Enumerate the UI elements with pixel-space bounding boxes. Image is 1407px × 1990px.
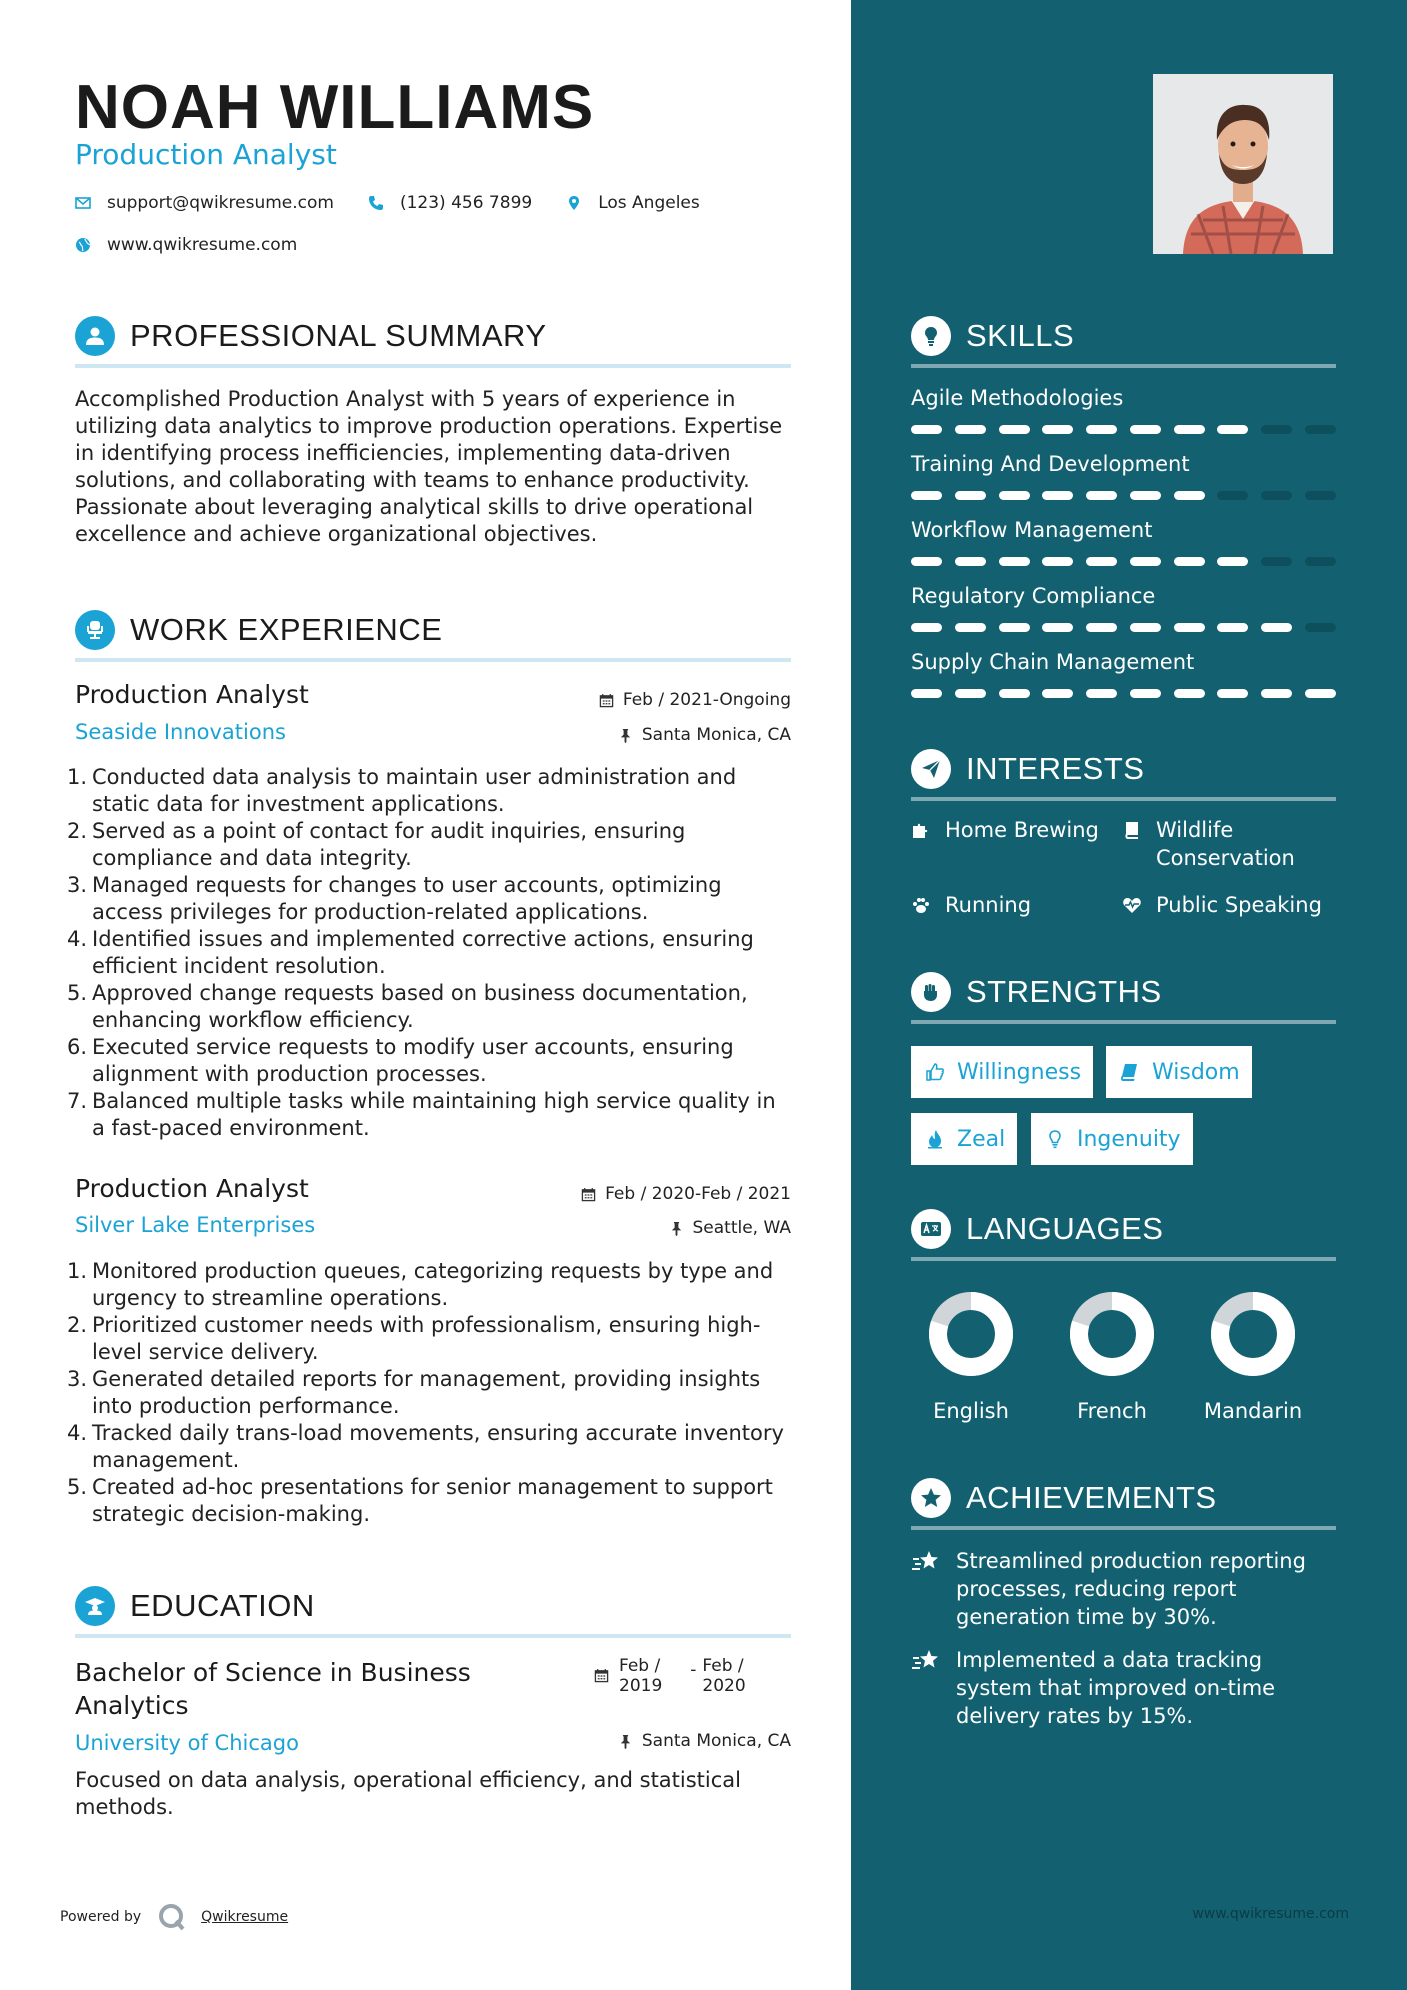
list-item: 3. Managed requests for changes to user accounts, optimizing access privileges for production-related applications. — [67, 873, 722, 924]
skill-dash — [911, 425, 942, 434]
education-date — [594, 1656, 746, 1696]
skill-dash — [1042, 491, 1073, 500]
skill-dash — [1130, 623, 1161, 632]
skill-dash — [1174, 689, 1205, 698]
section-title: SKILLS — [966, 318, 1075, 353]
qwikresume-logo-icon — [157, 1902, 187, 1932]
section-heading-languages — [911, 1209, 1163, 1249]
skill-meter — [911, 557, 1336, 566]
job-location — [618, 725, 791, 745]
skill-dash — [1174, 425, 1205, 434]
skill-dash — [999, 623, 1030, 632]
section-title: LANGUAGES — [966, 1211, 1164, 1246]
calendar-icon — [599, 693, 614, 708]
section-divider — [911, 364, 1336, 368]
skill-dash — [999, 689, 1030, 698]
section-divider — [911, 1526, 1336, 1530]
job-bullets — [67, 764, 792, 1142]
skill-dash — [1174, 623, 1205, 632]
list-item: 5. Approved change requests based on business documentation, enhancing workflow efficiency. — [67, 981, 748, 1032]
skill-label: Workflow Management — [911, 518, 1153, 542]
lightbulb-icon — [911, 316, 951, 356]
job-location-text: Seattle, WA — [692, 1218, 791, 1238]
skill-dash — [1305, 623, 1336, 632]
powered-by-label: Powered by — [60, 1909, 142, 1925]
job-title: Production Analyst — [75, 1174, 309, 1203]
profile-photo — [1153, 74, 1333, 254]
contact-location — [566, 193, 700, 213]
section-heading-summary — [75, 316, 547, 356]
interest-item: Public Speaking — [1122, 891, 1322, 919]
skill-dash — [955, 491, 986, 500]
list-item: 3. Generated detailed reports for management, providing insights into production performance. — [67, 1367, 761, 1418]
skill-dash — [1217, 557, 1248, 566]
skill-dash — [1305, 557, 1336, 566]
section-title: EDUCATION — [130, 1588, 315, 1623]
candidate-name: NOAH WILLIAMS — [75, 73, 595, 142]
date-start: Feb / 2019 — [619, 1656, 663, 1696]
contact-phone[interactable] — [368, 193, 532, 213]
skill-dash — [1130, 557, 1161, 566]
strength-chip: Wisdom — [1106, 1046, 1252, 1098]
brand-link[interactable]: Qwikresume — [201, 1909, 289, 1925]
skill-dash — [1086, 491, 1117, 500]
skill-dash — [1042, 689, 1073, 698]
job-location-text: Santa Monica, CA — [641, 725, 791, 745]
list-item: 5. Created ad-hoc presentations for senior management to support strategic decision-making. — [67, 1475, 773, 1526]
section-title: ACHIEVEMENTS — [966, 1480, 1217, 1515]
skill-dash — [1261, 557, 1292, 566]
email-text: support@qwikresume.com — [107, 193, 334, 213]
skill-dash — [1174, 491, 1205, 500]
book-icon — [1120, 1062, 1140, 1082]
section-divider — [75, 1634, 791, 1638]
star-icon — [911, 1478, 951, 1518]
section-title: STRENGTHS — [966, 974, 1162, 1009]
job-date — [599, 690, 791, 710]
skill-dash — [1130, 491, 1161, 500]
envelope-icon — [75, 195, 91, 211]
list-item: 4. Tracked daily trans-load movements, ensuring accurate inventory management. — [67, 1421, 784, 1472]
powered-by — [60, 1902, 288, 1932]
company-name: Seaside Innovations — [75, 720, 286, 744]
degree-line: Analytics — [75, 1691, 189, 1720]
list-item: 1. Conducted data analysis to maintain user administration and static data for investment applications. — [67, 765, 737, 816]
paper-plane-icon — [911, 749, 951, 789]
skill-meter — [911, 491, 1336, 500]
contact-email[interactable] — [75, 193, 334, 213]
pushpin-icon — [618, 1734, 633, 1749]
star-burst-icon — [911, 1549, 941, 1575]
office-chair-icon — [75, 610, 115, 650]
skill-dash — [999, 557, 1030, 566]
section-divider — [911, 1257, 1336, 1261]
skill-dash — [955, 623, 986, 632]
skill-dash — [1261, 689, 1292, 698]
skill-dash — [1086, 689, 1117, 698]
skill-dash — [1261, 623, 1292, 632]
section-divider — [75, 658, 791, 662]
strength-chip: Zeal — [911, 1113, 1017, 1165]
achievement-item: Implemented a data tracking system that improved on-time delivery rates by 15%. — [911, 1646, 1336, 1730]
puzzle-icon — [911, 820, 931, 840]
fist-icon — [911, 972, 951, 1012]
pushpin-icon — [618, 728, 633, 743]
skill-dash — [1217, 689, 1248, 698]
phone-text: (123) 456 7899 — [399, 193, 533, 213]
language-item: English — [911, 1289, 1031, 1423]
skill-meter — [911, 425, 1336, 434]
achievement-item: Streamlined production reporting processes, reducing report generation time by 30%. — [911, 1547, 1336, 1631]
skill-dash — [1217, 623, 1248, 632]
language-icon — [911, 1209, 951, 1249]
skill-label: Agile Methodologies — [911, 386, 1124, 410]
summary-text: Accomplished Production Analyst with 5 years of experience in utilizing data analytics to improve production operations. Expertise in identifying process inefficiencies, implementing data-driven solutions, and collaborating with teams to enhance productivity. Passionate about leveraging analytical skills to drive operational excellence and achieve organizational objectives. — [75, 387, 783, 546]
section-heading-skills — [911, 316, 1074, 356]
sidebar — [851, 0, 1407, 1990]
section-heading-education — [75, 1586, 315, 1626]
person-portrait-icon — [1153, 74, 1333, 254]
skill-dash — [1261, 425, 1292, 434]
candidate-role: Production Analyst — [75, 138, 337, 171]
skill-dash — [1130, 689, 1161, 698]
skill-dash — [999, 491, 1030, 500]
paw-icon — [911, 895, 931, 915]
calendar-icon — [594, 1668, 609, 1683]
heartbeat-icon — [1122, 895, 1142, 915]
language-item: French — [1052, 1289, 1172, 1423]
strength-chip: Willingness — [911, 1046, 1093, 1098]
language-item: Mandarin — [1193, 1289, 1313, 1423]
strength-chip: Ingenuity — [1031, 1113, 1193, 1165]
skill-meter — [911, 689, 1336, 698]
skill-dash — [1305, 425, 1336, 434]
skill-dash — [955, 425, 986, 434]
contact-row-2 — [75, 235, 331, 255]
contact-website[interactable] — [75, 235, 297, 255]
education-location-text: Santa Monica, CA — [641, 1731, 791, 1751]
language-level-ring — [1208, 1289, 1298, 1379]
list-item: 1. Monitored production queues, categorizing requests by type and urgency to streamline operations. — [67, 1259, 774, 1310]
pushpin-icon — [669, 1221, 684, 1236]
section-title: WORK EXPERIENCE — [130, 612, 443, 647]
list-item: 2. Prioritized customer needs with professionalism, ensuring high-level service delivery. — [67, 1313, 761, 1364]
job-location — [669, 1218, 792, 1238]
graduate-icon — [75, 1586, 115, 1626]
skill-dash — [1130, 425, 1161, 434]
school-name: University of Chicago — [75, 1731, 299, 1755]
skill-dash — [1217, 425, 1248, 434]
calendar-icon — [581, 1187, 596, 1202]
skill-meter — [911, 623, 1336, 632]
section-heading-achievements — [911, 1478, 1217, 1518]
language-level-ring — [1067, 1289, 1157, 1379]
globe-icon — [75, 237, 91, 253]
section-heading-interests — [911, 749, 1144, 789]
lightbulb-icon — [1045, 1129, 1065, 1149]
degree-title — [75, 1656, 471, 1722]
skill-label: Regulatory Compliance — [911, 584, 1156, 608]
interest-item: Home Brewing — [911, 816, 1099, 844]
skill-dash — [1086, 425, 1117, 434]
education-text: Focused on data analysis, operational efficiency, and statistical methods. — [75, 1768, 742, 1819]
list-item: 2. Served as a point of contact for audit inquiries, ensuring compliance and data integrity. — [67, 819, 686, 870]
job-bullets — [67, 1258, 792, 1528]
skill-dash — [911, 557, 942, 566]
date-separator: - — [690, 1660, 697, 1680]
section-title: PROFESSIONAL SUMMARY — [130, 318, 547, 353]
skill-dash — [1305, 689, 1336, 698]
skill-dash — [1305, 491, 1336, 500]
job-date — [581, 1184, 791, 1204]
footer-site[interactable]: www.qwikresume.com — [1192, 1906, 1349, 1922]
section-heading-experience — [75, 610, 442, 650]
interest-item: Running — [911, 891, 1031, 919]
skill-label: Training And Development — [911, 452, 1190, 476]
contact-row-1 — [75, 193, 734, 213]
phone-icon — [368, 195, 384, 211]
interest-item: Wildlife Conservation — [1122, 816, 1295, 872]
flame-icon — [925, 1129, 945, 1149]
list-item: 6. Executed service requests to modify user accounts, ensuring alignment with production processes. — [67, 1035, 734, 1086]
skill-dash — [911, 689, 942, 698]
skill-dash — [1042, 623, 1073, 632]
skill-dash — [1086, 557, 1117, 566]
skill-label: Supply Chain Management — [911, 650, 1195, 674]
skill-dash — [1086, 623, 1117, 632]
section-heading-strengths — [911, 972, 1162, 1012]
section-divider — [75, 364, 791, 368]
language-level-ring — [926, 1289, 1016, 1379]
job-date-text: Feb / 2021-Ongoing — [622, 690, 791, 710]
list-item: 4. Identified issues and implemented corrective actions, ensuring efficient incident resolution. — [67, 927, 754, 978]
job-title: Production Analyst — [75, 680, 309, 709]
website-text: www.qwikresume.com — [107, 235, 298, 255]
company-name: Silver Lake Enterprises — [75, 1213, 316, 1237]
skill-dash — [955, 689, 986, 698]
location-text: Los Angeles — [598, 193, 700, 213]
skill-dash — [955, 557, 986, 566]
skill-dash — [999, 425, 1030, 434]
degree-line: Bachelor of Science in Business — [75, 1658, 471, 1687]
date-end: Feb / 2020 — [702, 1656, 746, 1696]
thumbs-up-icon — [925, 1062, 945, 1082]
section-divider — [911, 797, 1336, 801]
section-divider — [911, 1020, 1336, 1024]
skill-dash — [1042, 557, 1073, 566]
map-pin-icon — [566, 195, 582, 211]
user-icon — [75, 316, 115, 356]
star-burst-icon — [911, 1648, 941, 1674]
skill-dash — [911, 623, 942, 632]
section-title: INTERESTS — [966, 751, 1145, 786]
skill-dash — [1174, 557, 1205, 566]
list-item: 7. Balanced multiple tasks while maintaining high service quality in a fast-paced environment. — [67, 1089, 776, 1140]
job-date-text: Feb / 2020-Feb / 2021 — [605, 1184, 791, 1204]
book-icon — [1122, 820, 1142, 840]
skill-dash — [911, 491, 942, 500]
skill-dash — [1042, 425, 1073, 434]
skill-dash — [1217, 491, 1248, 500]
education-location — [618, 1731, 791, 1751]
skill-dash — [1261, 491, 1292, 500]
